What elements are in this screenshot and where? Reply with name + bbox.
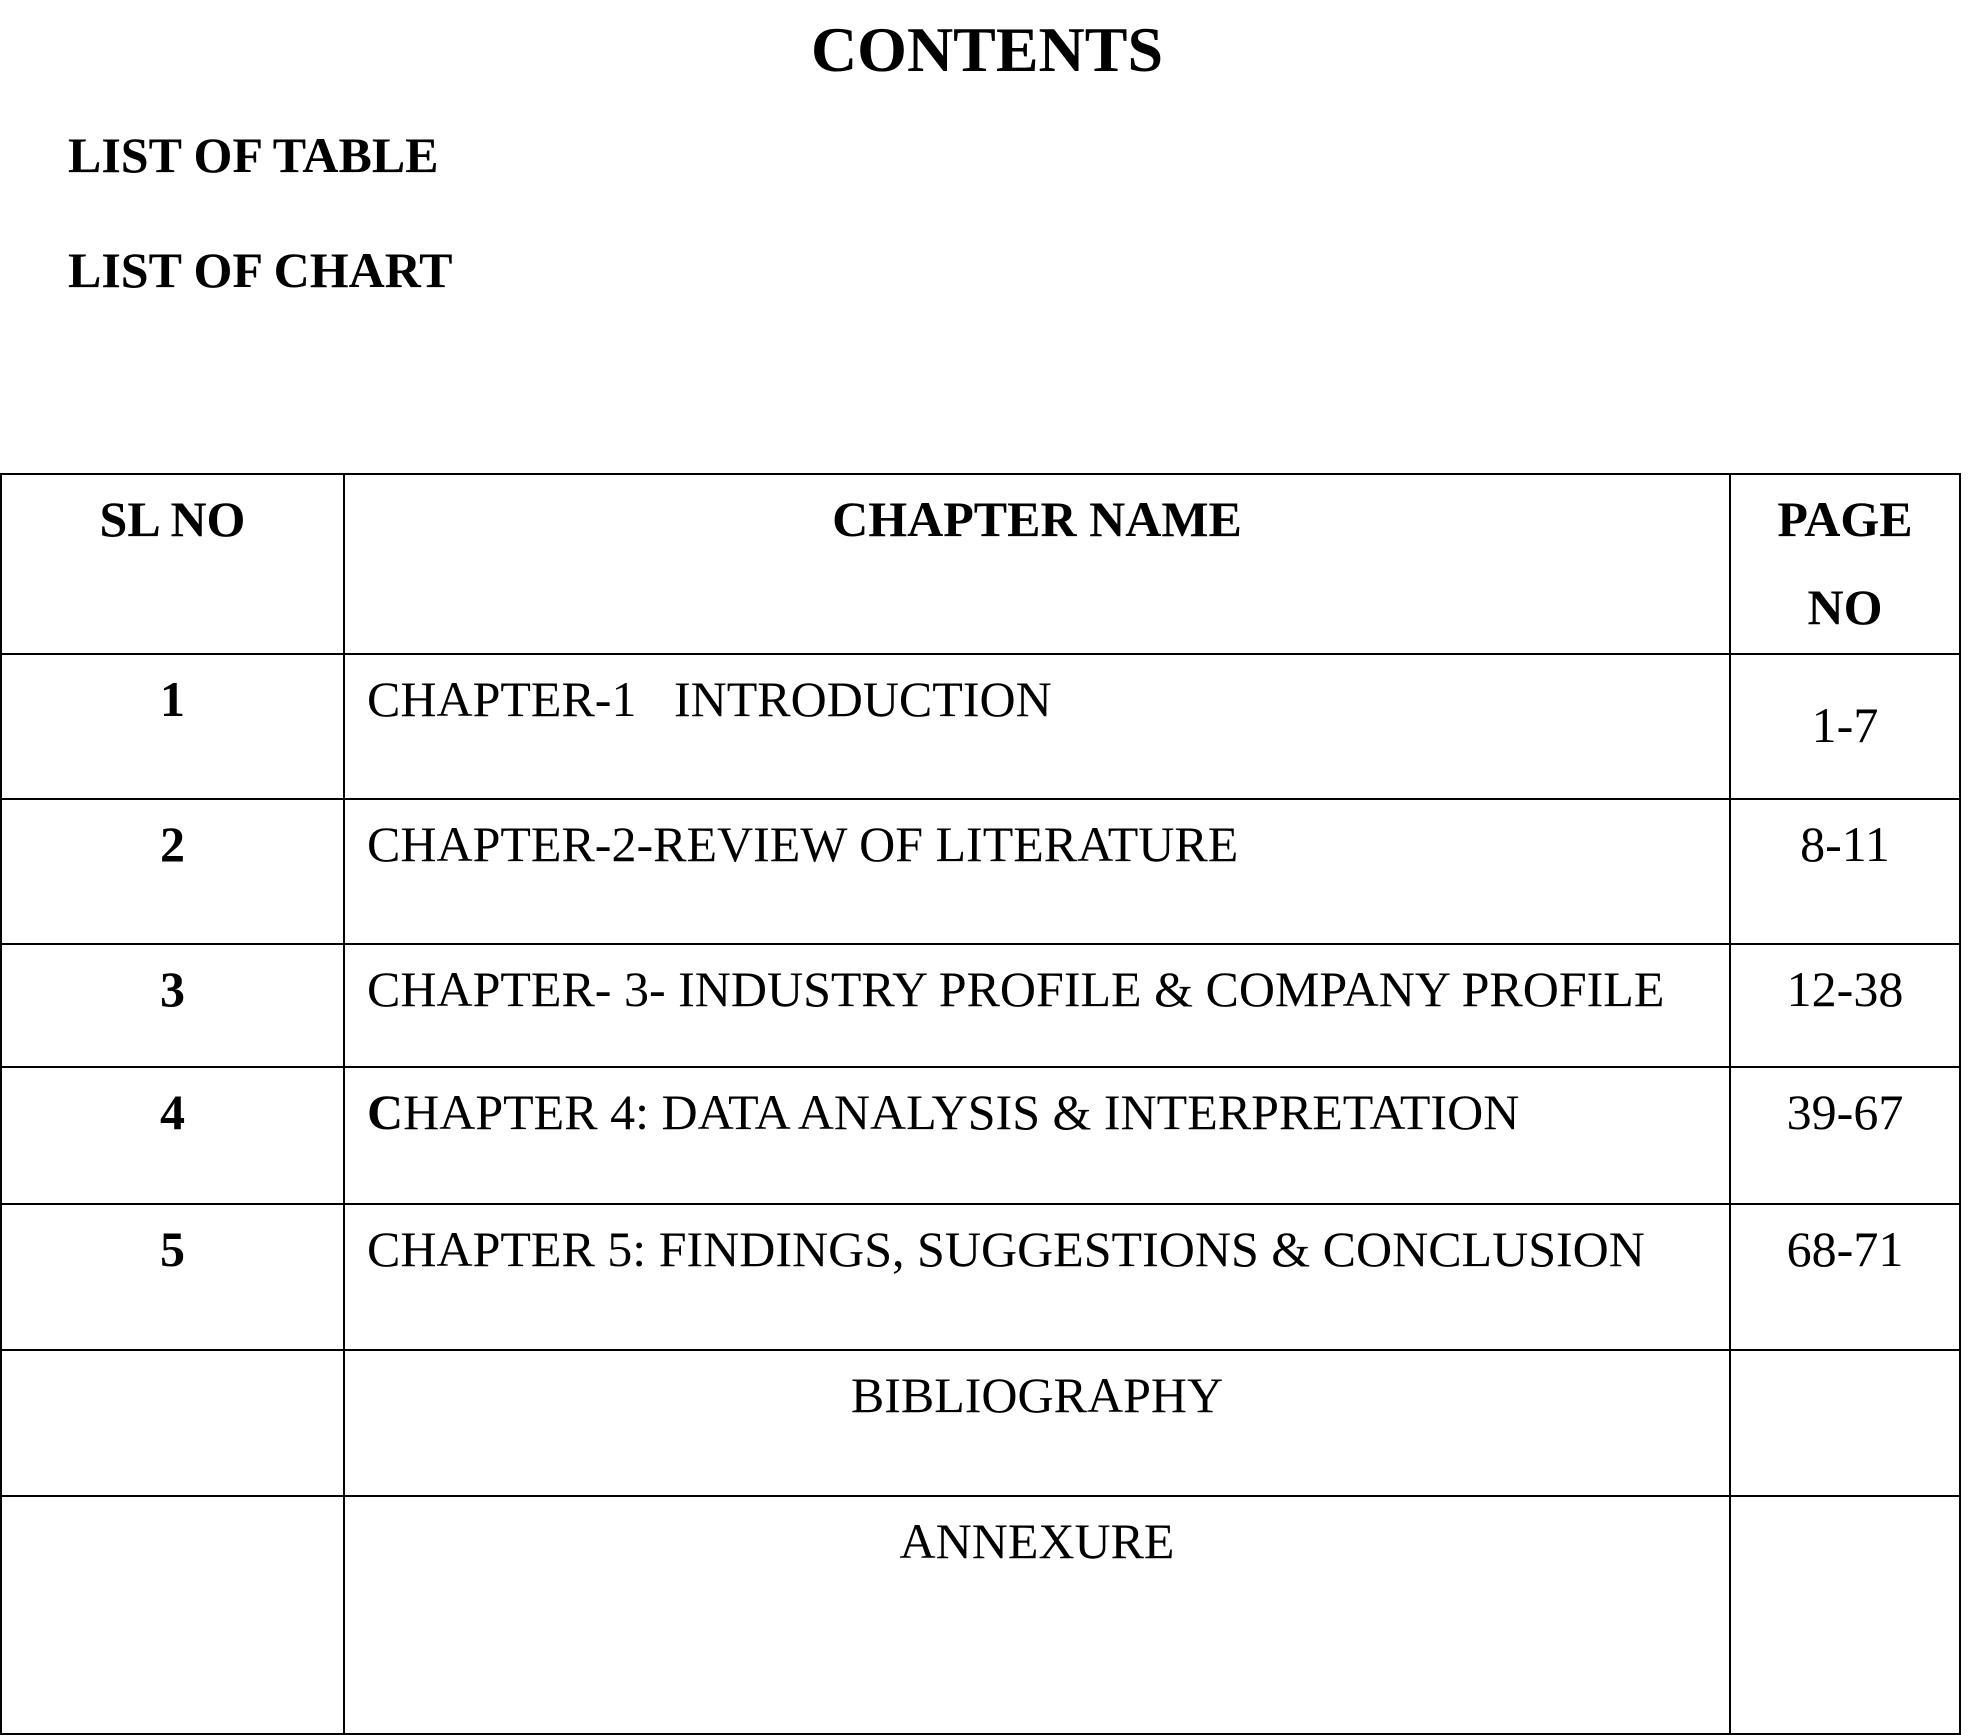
table-header-row (1, 474, 1960, 654)
sl-no-cell: 3 (1, 944, 344, 1067)
page-no-cell: 68-71 (1730, 1204, 1960, 1350)
table-row (1, 1067, 1960, 1204)
page-no-cell: 12-38 (1730, 944, 1960, 1067)
sl-no-cell (1, 1496, 344, 1734)
table-row (1, 1496, 1960, 1734)
header-page-no-line1: PAGE (1777, 491, 1913, 547)
table-row (1, 654, 1960, 799)
chapter-name-initial: C (367, 1084, 404, 1140)
page-no-cell (1730, 654, 1960, 799)
page-title: CONTENTS (810, 14, 1164, 85)
page-range: 1-7 (1811, 697, 1879, 753)
page-no-cell (1730, 1496, 1960, 1734)
chapter-name-cell: BIBLIOGRAPHY (344, 1350, 1730, 1496)
chapter-name-cell: CHAPTER-1 INTRODUCTION (344, 654, 1730, 799)
table-row (1, 799, 1960, 944)
header-page-no (1730, 474, 1960, 654)
table-row (1, 944, 1960, 1067)
chapter-name-cell: ANNEXURE (344, 1496, 1730, 1734)
chapter-name-cell: CHAPTER 5: FINDINGS, SUGGESTIONS & CONCLUSION (344, 1204, 1730, 1350)
list-of-chart-heading: LIST OF CHART (68, 242, 453, 298)
chapter-name-cell (344, 1067, 1730, 1204)
sl-no-cell: 2 (1, 799, 344, 944)
sl-no-cell: 5 (1, 1204, 344, 1350)
header-chapter-name: CHAPTER NAME (344, 474, 1730, 654)
sl-no-cell (1, 1350, 344, 1496)
header-sl-no: SL NO (1, 474, 344, 654)
list-of-table-heading: LIST OF TABLE (68, 127, 439, 183)
header-page-no-line2: NO (1807, 579, 1883, 635)
page-no-cell (1730, 1350, 1960, 1496)
page-no-cell: 39-67 (1730, 1067, 1960, 1204)
table-row (1, 1204, 1960, 1350)
chapter-name-rest: HAPTER 4: DATA ANALYSIS & INTERPRETATION (403, 1084, 1520, 1140)
chapter-name-cell: CHAPTER-2-REVIEW OF LITERATURE (344, 799, 1730, 944)
page-no-cell: 8-11 (1730, 799, 1960, 944)
sl-no-cell: 4 (1, 1067, 344, 1204)
contents-table (0, 473, 1961, 1735)
chapter-name-cell: CHAPTER- 3- INDUSTRY PROFILE & COMPANY PROFILE (344, 944, 1730, 1067)
table-row (1, 1350, 1960, 1496)
sl-no-cell: 1 (1, 654, 344, 799)
